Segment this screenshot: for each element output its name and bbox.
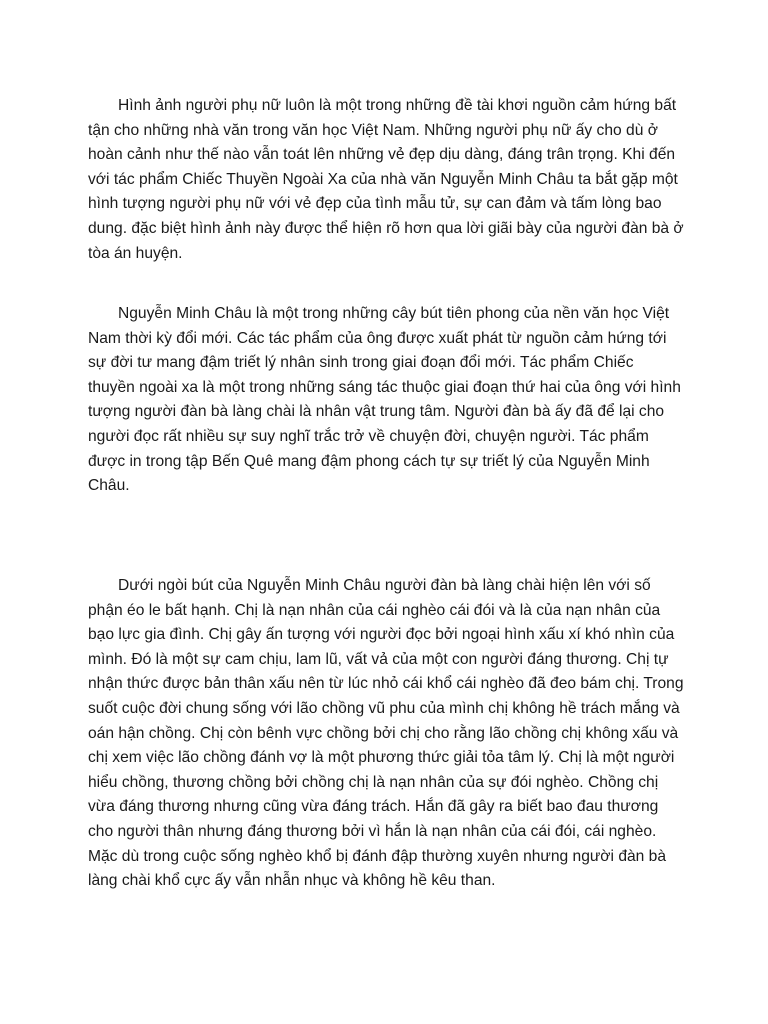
paragraph-character: Dưới ngòi bút của Nguyễn Minh Châu người đàn bà làng chài hiện lên với số phận éo le bất hạnh. Chị là nạn nhân của cái nghèo cái đói và là của nạn nhân của bạo lực gia đình. Chị gây ấn tượng với người đọc bởi ngoại hình xấu xí khó nhìn của mình. Đó là một sự cam chịu, lam lũ, vất vả của một con người đáng thương. Chị tự nhận thức được bản thân xấu nên từ lúc nhỏ cái khổ cái nghèo đã đeo bám chị. Trong suốt cuộc đời chung sống với lão chồng vũ phu của mình chị không hề trách mắng và oán hận chồng. Chị còn bênh vực chồng bởi chị cho rằng lão chồng chị không xấu và chị xem việc lão chồng đánh vợ là một phương thức giải tỏa tâm lý. Chị là một người hiểu chồng, thương chồng bởi chồng chị là nạn nhân của sự đói nghèo. Chồng chị vừa đáng thương nhưng cũng vừa đáng trách. Hắn đã gây ra biết bao đau thương cho người thân nhưng đáng thương bởi vì hắn là nạn nhân của cái đói, cái nghèo. Mặc dù trong cuộc sống nghèo khổ bị đánh đập thường xuyên nhưng người đàn bà làng chài khổ cực ấy vẫn nhẫn nhục và không hề kêu than. (88, 577, 684, 890)
paragraph-author: Nguyễn Minh Châu là một trong những cây bút tiên phong của nền văn học Việt Nam thời kỳ đổi mới. Các tác phẩm của ông được xuất phát từ nguồn cảm hứng tới sự đời tư mang đậm triết lý nhân sinh trong giai đoạn đổi mới. Tác phẩm Chiếc thuyền ngoài xa là một trong những sáng tác thuộc giai đoạn thứ hai của ông với hình tượng người đàn bà làng chài là nhân vật trung tâm. Người đàn bà ấy đã để lại cho người đọc rất nhiều sự suy nghĩ trắc trở về chuyện đời, chuyện người. Tác phẩm được in trong tập Bến Quê mang đậm phong cách tự sự triết lý của Nguyễn Minh Châu. (88, 305, 681, 495)
paragraph-intro: Hình ảnh người phụ nữ luôn là một trong những đề tài khơi nguồn cảm hứng bất tận cho những nhà văn trong văn học Việt Nam. Những người phụ nữ ấy cho dù ở hoàn cảnh như thế nào vẫn toát lên những vẻ đẹp dịu dàng, đáng trân trọng. Khi đến với tác phẩm Chiếc Thuyền Ngoài Xa của nhà văn Nguyễn Minh Châu ta bắt gặp một hình tượng người phụ nữ với vẻ đẹp của tình mẫu tử, sự can đảm và tấm lòng bao dung. đặc biệt hình ảnh này được thể hiện rõ hơn qua lời giãi bày của người đàn bà ở tòa án huyện. (88, 97, 684, 262)
